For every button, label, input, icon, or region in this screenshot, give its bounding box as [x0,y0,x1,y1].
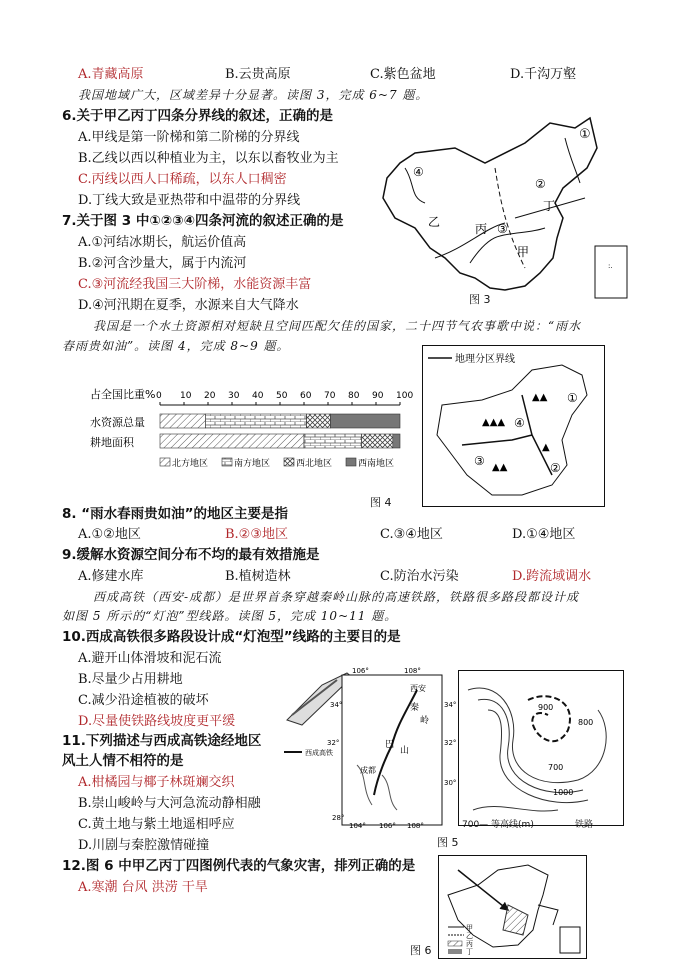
q11-option-d: D.川剧与秦腔激情碰撞 [78,838,210,853]
svg-text:▲▲▲: ▲▲▲ [482,417,506,428]
svg-text:106°: 106° [352,667,369,675]
svg-text:▲▲: ▲▲ [492,462,508,473]
legend-southwest: 西南地区 [358,459,395,469]
svg-text:1000: 1000 [553,788,574,797]
q9-option-b: B.植树造林 [225,569,291,584]
q6-option-c: C.丙线以西人口稀疏，以东人口稠密 [78,172,287,187]
chart-tick-label: 90 [372,391,384,401]
chart-tick-label: 0 [156,391,162,401]
svg-text:秦: 秦 [410,703,420,713]
q7-option-a: A.①河结冰期长，航运价值高 [78,235,247,250]
chart-bar-segment [304,434,362,448]
intro-10-11-line2: 如图 5 所示的“灯泡”型线路。读图 5，完成 10~11 题。 [62,609,398,623]
chart-bar-segment [160,414,206,428]
fig3-label-jia: 甲 [517,245,530,259]
q11-option-a: A.柑橘园与椰子林斑斓交织 [78,775,235,790]
q5-option-d: D.千沟万壑 [510,67,577,82]
q12-stem: 12.图 6 中甲乙丙丁四图例代表的气象灾害，排列正确的是 [62,858,416,874]
legend-south: 南方地区 [234,459,271,469]
svg-text:西安: 西安 [410,684,426,693]
fig3-label-1: ① [579,127,591,142]
svg-text:104°: 104° [349,822,366,830]
figure-5-rail-map [282,665,467,830]
chart-tick-label: 70 [324,391,336,401]
figure-5-contour-map [458,670,628,830]
fig4-map-legend: 地理分区界线 [455,354,515,365]
chart-tick-label: 100 [396,391,414,401]
q8-option-d: D.①④地区 [512,527,576,542]
fig3-label-2: ② [535,177,546,191]
q5-option-a: A.青藏高原 [78,67,144,82]
fig4-map-label-4: ④ [514,416,525,430]
svg-text:丁: 丁 [466,948,473,956]
q7-option-b: B.②河含沙量大，属于内流河 [78,256,247,271]
fig3-label-yi: 乙 [428,215,441,229]
fig4-map-label-3: ③ [474,454,485,468]
intro-6-7: 我国地域广大，区域差异十分显著。读图 3，完成 6~7 题。 [78,88,429,102]
q9-option-c: C.防治水污染 [380,569,459,584]
chart-bar-segment [306,414,330,428]
q5-option-b: B.云贵高原 [225,67,291,82]
q12-option-a: A.寒潮 台风 洪涝 干旱 [78,880,208,895]
chart-xlabel: 占全国比重% [90,388,156,401]
svg-text:28°: 28° [332,814,345,822]
fig4-map-label-1: ① [567,391,578,405]
chart-tick-label: 50 [276,391,288,401]
fig5-legend-rail: 西成高铁 [305,749,333,757]
legend-swatch-north [160,458,170,466]
figure-3-caption: 图 3 [469,293,491,306]
figure-4-map [422,345,605,507]
svg-text:成都: 成都 [360,766,376,775]
svg-text:32°: 32° [327,739,340,747]
q8-option-b: B.②③地区 [225,527,288,542]
svg-text:108°: 108° [404,667,421,675]
svg-text:甲: 甲 [466,924,473,932]
chart-tick-label: 80 [348,391,360,401]
chart-tick-label: 10 [180,391,192,401]
q9-stem: 9.缓解水资源空间分布不均的最有效措施是 [62,547,320,563]
svg-text:▲▲: ▲▲ [532,392,548,403]
fig3-label-bing: 丙 [475,222,488,236]
svg-text:乙: 乙 [466,932,473,940]
q10-stem: 10.西成高铁很多路段设计成“灯泡型”线路的主要目的是 [62,629,401,645]
intro-8-9-line2: 春雨贵如油”。读图 4，完成 8~9 题。 [62,339,290,353]
figure-4-chart [90,380,420,475]
q11-stem-line2: 风土人情不相符的是 [62,753,184,769]
figure-6-caption: 图 6 [410,944,432,957]
svg-text:巴: 巴 [385,740,395,750]
fig3-label-4: ④ [413,165,424,179]
chart-tick-label: 60 [300,391,312,401]
chart-bar-segment [330,414,400,428]
svg-text:106°: 106° [379,822,396,830]
svg-text:32°: 32° [444,739,457,747]
svg-text:30°: 30° [444,779,457,787]
chart-legend [160,457,394,469]
fig3-label-ding: 丁 [543,199,556,213]
svg-text:34°: 34° [330,701,343,709]
fig5-legend-contour: 700— 等高线(m) [462,820,534,830]
chart-bar-segment [393,434,400,448]
q10-option-c: C.减少沿途植被的破坏 [78,693,209,708]
q10-option-a: A.避开山体滑坡和泥石流 [78,651,222,666]
svg-text:丙: 丙 [466,940,473,948]
intro-10-11-line1: 西成高铁（西安-成都）是世界首条穿越秦岭山脉的高速铁路，铁路很多路段都设计成 [93,590,580,604]
chart-bar-segment [362,434,393,448]
q7-stem: 7.关于图 3 中①②③④四条河流的叙述正确的是 [62,213,344,229]
q10-option-b: B.尽量少占用耕地 [78,672,183,687]
chart-tick-label: 20 [204,391,216,401]
q8-option-a: A.①②地区 [78,527,141,542]
q6-option-b: B.乙线以西以种植业为主，以东以畜牧业为主 [78,151,339,166]
svg-text:山: 山 [400,746,410,756]
q9-option-a: A.修建水库 [78,569,144,584]
q11-stem-line1: 11.下列描述与西成高铁途经地区 [62,733,262,749]
q7-option-c: C.③河流经我国三大阶梯，水能资源丰富 [78,277,312,292]
legend-north: 北方地区 [172,459,209,469]
svg-text:900: 900 [538,703,554,712]
q11-option-c: C.黄土地与紫土地遥相呼应 [78,817,235,832]
chart-bar-segment [206,414,307,428]
svg-text:700: 700 [548,763,564,772]
figure-4-caption: 图 4 [370,496,392,509]
chart-category-water: 水资源总量 [90,416,145,429]
q9-option-d: D.跨流域调水 [512,569,592,584]
q7-option-d: D.④河汛期在夏季，水源来自大气降水 [78,298,299,313]
svg-text:34°: 34° [444,701,457,709]
legend-swatch-south [222,458,232,466]
svg-text:岭: 岭 [420,716,430,726]
fig3-label-3: ③ [497,222,508,236]
q6-option-a: A.甲线是第一阶梯和第二阶梯的分界线 [78,130,300,145]
svg-text::.: :. [608,262,613,270]
svg-text:800: 800 [578,718,594,727]
legend-northwest: 西北地区 [296,459,333,469]
q11-option-b: B.崇山峻岭与大河急流动静相融 [78,796,261,811]
intro-8-9-line1: 我国是一个水土资源相对短缺且空间匹配欠佳的国家，二十四节气农事歌中说：“雨水 [93,319,582,333]
chart-bar-segment [160,434,304,448]
figure-6-disaster-map [438,855,588,960]
legend-swatch-northwest [284,458,294,466]
fig4-map-label-2: ② [550,461,561,475]
svg-text:▲: ▲ [542,442,550,453]
chart-tick-label: 30 [228,391,240,401]
q5-option-c: C.紫色盆地 [370,67,436,82]
figure-3-china-map [375,108,630,308]
fig5-legend-railway: 铁路 [575,820,594,830]
svg-text:108°: 108° [407,822,424,830]
chart-tick-label: 40 [252,391,264,401]
figure-5-caption: 图 5 [437,836,459,849]
q8-option-c: C.③④地区 [380,527,443,542]
chart-category-farmland: 耕地面积 [90,436,134,449]
q6-option-d: D.丁线大致是亚热带和中温带的分界线 [78,193,301,208]
q10-option-d: D.尽量使铁路线坡度更平缓 [78,714,236,729]
q8-stem: 8. “雨水春雨贵如油”的地区主要是指 [62,506,288,522]
q6-stem: 6.关于甲乙丙丁四条分界线的叙述，正确的是 [62,108,334,124]
legend-swatch-southwest [346,458,356,466]
